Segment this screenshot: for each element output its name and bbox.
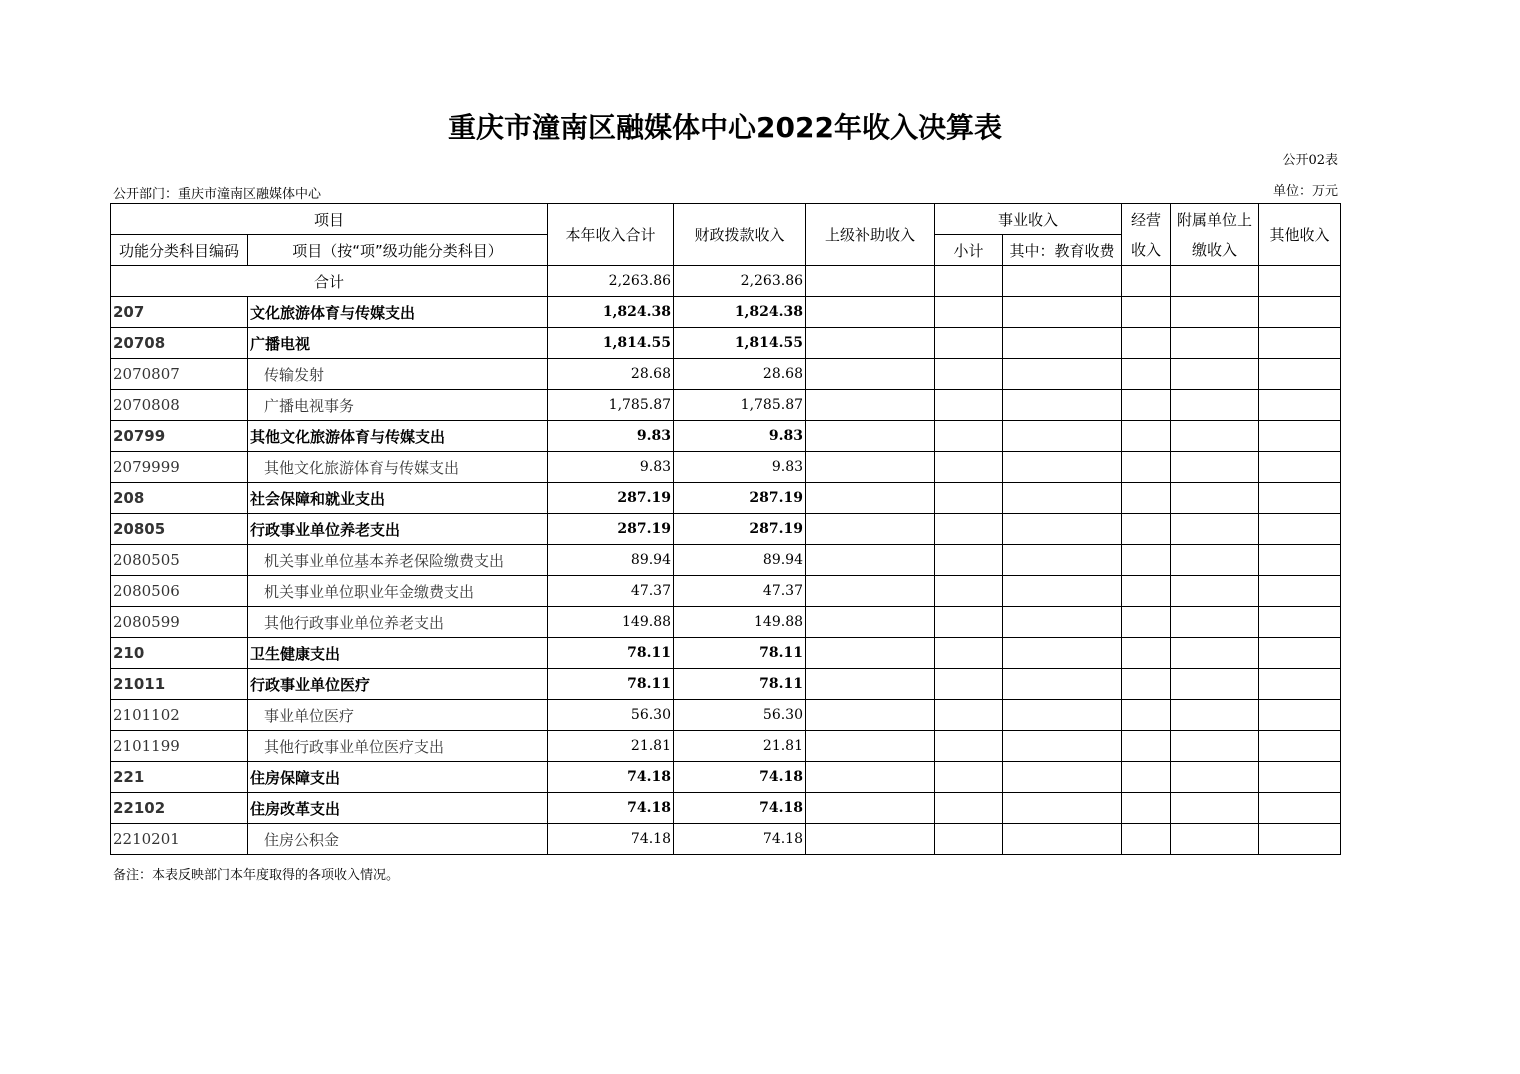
- row-total: 21.81: [548, 731, 674, 762]
- empty-cell: [806, 607, 935, 638]
- header-affiliate: [1171, 204, 1259, 266]
- empty-cell: [1122, 607, 1171, 638]
- row-code: 2080599: [111, 607, 248, 638]
- row-fiscal: 74.18: [674, 762, 806, 793]
- empty-cell: [935, 297, 1003, 328]
- empty-cell: [806, 514, 935, 545]
- row-fiscal: 21.81: [674, 731, 806, 762]
- row-fiscal: 28.68: [674, 359, 806, 390]
- header-business: 事业收入: [935, 204, 1122, 235]
- empty-cell: [1122, 824, 1171, 855]
- row-name: 住房公积金: [248, 824, 548, 855]
- empty-cell: [1003, 731, 1122, 762]
- table-row: [111, 328, 1341, 359]
- empty-cell: [1122, 576, 1171, 607]
- empty-cell: [935, 266, 1003, 297]
- row-name: 广播电视事务: [248, 390, 548, 421]
- row-name: 卫生健康支出: [248, 638, 548, 669]
- row-total: 149.88: [548, 607, 674, 638]
- page-title: 重庆市潼南区融媒体中心2022年收入决算表: [448, 111, 1002, 144]
- row-total: 78.11: [548, 638, 674, 669]
- row-fiscal: 287.19: [674, 514, 806, 545]
- empty-cell: [1259, 483, 1341, 514]
- empty-cell: [935, 483, 1003, 514]
- empty-cell: [1122, 514, 1171, 545]
- empty-cell: [1122, 359, 1171, 390]
- row-code: 20799: [111, 421, 248, 452]
- empty-cell: [1122, 483, 1171, 514]
- empty-cell: [1003, 266, 1122, 297]
- row-fiscal: 1,814.55: [674, 328, 806, 359]
- empty-cell: [935, 576, 1003, 607]
- empty-cell: [806, 731, 935, 762]
- row-total: 74.18: [548, 824, 674, 855]
- header-total: 本年收入合计: [548, 204, 674, 266]
- empty-cell: [1171, 576, 1259, 607]
- empty-cell: [1259, 421, 1341, 452]
- table-row: [111, 824, 1341, 855]
- total-amount: 2,263.86: [548, 266, 674, 297]
- header-item: 项目: [111, 204, 548, 235]
- row-total: 1,785.87: [548, 390, 674, 421]
- row-fiscal: 89.94: [674, 545, 806, 576]
- empty-cell: [1003, 483, 1122, 514]
- header-operating: [1122, 204, 1171, 266]
- empty-cell: [935, 638, 1003, 669]
- row-fiscal: 1,785.87: [674, 390, 806, 421]
- row-fiscal: 74.18: [674, 793, 806, 824]
- empty-cell: [935, 359, 1003, 390]
- table-row: [111, 669, 1341, 700]
- department-label: 公开部门：重庆市潼南区融媒体中心: [113, 187, 322, 202]
- row-total: 47.37: [548, 576, 674, 607]
- empty-cell: [1259, 607, 1341, 638]
- row-code: 21011: [111, 669, 248, 700]
- empty-cell: [1122, 452, 1171, 483]
- row-name: 住房保障支出: [248, 762, 548, 793]
- empty-cell: [1259, 390, 1341, 421]
- empty-cell: [1171, 452, 1259, 483]
- table-row: [111, 514, 1341, 545]
- header-name: 项目（按“项”级功能分类科目）: [248, 235, 548, 266]
- empty-cell: [1171, 669, 1259, 700]
- empty-cell: [1122, 638, 1171, 669]
- table-row: [111, 483, 1341, 514]
- empty-cell: [1171, 545, 1259, 576]
- row-name: 传输发射: [248, 359, 548, 390]
- empty-cell: [806, 359, 935, 390]
- empty-cell: [935, 731, 1003, 762]
- row-total: 287.19: [548, 483, 674, 514]
- empty-cell: [806, 700, 935, 731]
- empty-cell: [806, 452, 935, 483]
- empty-cell: [935, 824, 1003, 855]
- table-row: [111, 390, 1341, 421]
- empty-cell: [1259, 576, 1341, 607]
- row-name: 其他行政事业单位医疗支出: [248, 731, 548, 762]
- table-row: [111, 545, 1341, 576]
- empty-cell: [1259, 700, 1341, 731]
- empty-cell: [1171, 514, 1259, 545]
- row-name: 其他文化旅游体育与传媒支出: [248, 452, 548, 483]
- row-code: 2210201: [111, 824, 248, 855]
- header-other: 其他收入: [1259, 204, 1341, 266]
- row-name: 其他行政事业单位养老支出: [248, 607, 548, 638]
- empty-cell: [1259, 638, 1341, 669]
- empty-cell: [1003, 607, 1122, 638]
- row-fiscal: 9.83: [674, 452, 806, 483]
- row-code: 2101102: [111, 700, 248, 731]
- row-name: 机关事业单位基本养老保险缴费支出: [248, 545, 548, 576]
- row-code: 20708: [111, 328, 248, 359]
- empty-cell: [1259, 824, 1341, 855]
- row-code: 20805: [111, 514, 248, 545]
- empty-cell: [935, 607, 1003, 638]
- empty-cell: [1003, 793, 1122, 824]
- total-row: [111, 266, 1341, 297]
- row-code: 221: [111, 762, 248, 793]
- row-code: 210: [111, 638, 248, 669]
- empty-cell: [806, 545, 935, 576]
- row-fiscal: 47.37: [674, 576, 806, 607]
- row-fiscal: 74.18: [674, 824, 806, 855]
- header-operating-line1: 经营: [1131, 210, 1162, 229]
- empty-cell: [1003, 669, 1122, 700]
- empty-cell: [1122, 793, 1171, 824]
- empty-cell: [806, 328, 935, 359]
- empty-cell: [1171, 793, 1259, 824]
- row-total: 78.11: [548, 669, 674, 700]
- empty-cell: [1003, 328, 1122, 359]
- row-name: 行政事业单位医疗: [248, 669, 548, 700]
- empty-cell: [1122, 762, 1171, 793]
- empty-cell: [1171, 607, 1259, 638]
- empty-cell: [1003, 359, 1122, 390]
- empty-cell: [935, 545, 1003, 576]
- row-name: 机关事业单位职业年金缴费支出: [248, 576, 548, 607]
- empty-cell: [1003, 545, 1122, 576]
- empty-cell: [935, 762, 1003, 793]
- row-fiscal: 149.88: [674, 607, 806, 638]
- empty-cell: [1003, 638, 1122, 669]
- row-code: 2079999: [111, 452, 248, 483]
- table-row: [111, 421, 1341, 452]
- row-code: 22102: [111, 793, 248, 824]
- empty-cell: [1003, 514, 1122, 545]
- empty-cell: [1171, 638, 1259, 669]
- empty-cell: [1003, 700, 1122, 731]
- income-table: [110, 203, 1341, 855]
- empty-cell: [806, 669, 935, 700]
- row-total: 28.68: [548, 359, 674, 390]
- empty-cell: [1122, 669, 1171, 700]
- empty-cell: [1171, 359, 1259, 390]
- empty-cell: [1259, 359, 1341, 390]
- empty-cell: [1003, 762, 1122, 793]
- row-fiscal: 1,824.38: [674, 297, 806, 328]
- empty-cell: [1259, 328, 1341, 359]
- empty-cell: [1171, 421, 1259, 452]
- empty-cell: [935, 793, 1003, 824]
- empty-cell: [806, 576, 935, 607]
- row-total: 89.94: [548, 545, 674, 576]
- empty-cell: [1122, 421, 1171, 452]
- empty-cell: [935, 421, 1003, 452]
- empty-cell: [1259, 762, 1341, 793]
- header-operating-line2: 收入: [1131, 240, 1162, 259]
- empty-cell: [1171, 824, 1259, 855]
- empty-cell: [806, 762, 935, 793]
- empty-cell: [1171, 700, 1259, 731]
- empty-cell: [935, 514, 1003, 545]
- row-code: 2070807: [111, 359, 248, 390]
- empty-cell: [1122, 328, 1171, 359]
- empty-cell: [1171, 328, 1259, 359]
- row-code: 2080506: [111, 576, 248, 607]
- row-name: 社会保障和就业支出: [248, 483, 548, 514]
- empty-cell: [935, 669, 1003, 700]
- table-row: [111, 607, 1341, 638]
- table-row: [111, 576, 1341, 607]
- table-row: [111, 793, 1341, 824]
- empty-cell: [806, 638, 935, 669]
- empty-cell: [1259, 793, 1341, 824]
- row-fiscal: 78.11: [674, 669, 806, 700]
- empty-cell: [1003, 452, 1122, 483]
- empty-cell: [1122, 266, 1171, 297]
- row-name: 行政事业单位养老支出: [248, 514, 548, 545]
- header-affiliate-line1: 附属单位上: [1177, 210, 1253, 229]
- table-row: [111, 700, 1341, 731]
- empty-cell: [1259, 669, 1341, 700]
- row-total: 74.18: [548, 762, 674, 793]
- row-total: 287.19: [548, 514, 674, 545]
- header-code: 功能分类科目编码: [111, 235, 248, 266]
- empty-cell: [1171, 731, 1259, 762]
- row-name: 其他文化旅游体育与传媒支出: [248, 421, 548, 452]
- footnote: 备注：本表反映部门本年度取得的各项收入情况。: [113, 868, 400, 883]
- row-total: 9.83: [548, 452, 674, 483]
- empty-cell: [1171, 762, 1259, 793]
- empty-cell: [1003, 576, 1122, 607]
- empty-cell: [1171, 483, 1259, 514]
- row-fiscal: 287.19: [674, 483, 806, 514]
- unit-label: 单位：万元: [1272, 184, 1338, 199]
- empty-cell: [806, 390, 935, 421]
- empty-cell: [1259, 514, 1341, 545]
- row-code: 2080505: [111, 545, 248, 576]
- table-row: [111, 452, 1341, 483]
- row-total: 9.83: [548, 421, 674, 452]
- table-row: [111, 731, 1341, 762]
- empty-cell: [1259, 731, 1341, 762]
- empty-cell: [1003, 297, 1122, 328]
- row-code: 207: [111, 297, 248, 328]
- empty-cell: [1122, 700, 1171, 731]
- row-name: 住房改革支出: [248, 793, 548, 824]
- table-row: [111, 638, 1341, 669]
- row-total: 74.18: [548, 793, 674, 824]
- empty-cell: [1122, 731, 1171, 762]
- empty-cell: [806, 483, 935, 514]
- table-row: [111, 762, 1341, 793]
- row-code: 208: [111, 483, 248, 514]
- table-row: [111, 297, 1341, 328]
- empty-cell: [935, 390, 1003, 421]
- row-fiscal: 56.30: [674, 700, 806, 731]
- empty-cell: [1259, 266, 1341, 297]
- total-label: 合计: [111, 266, 548, 297]
- table-row: [111, 359, 1341, 390]
- header-edu: 其中：教育收费: [1003, 235, 1122, 266]
- row-name: 广播电视: [248, 328, 548, 359]
- empty-cell: [1122, 545, 1171, 576]
- empty-cell: [1003, 824, 1122, 855]
- empty-cell: [1171, 266, 1259, 297]
- row-name: 事业单位医疗: [248, 700, 548, 731]
- empty-cell: [1122, 297, 1171, 328]
- empty-cell: [1171, 297, 1259, 328]
- header-superior: 上级补助收入: [806, 204, 935, 266]
- row-name: 文化旅游体育与传媒支出: [248, 297, 548, 328]
- empty-cell: [1003, 390, 1122, 421]
- empty-cell: [935, 700, 1003, 731]
- row-total: 56.30: [548, 700, 674, 731]
- empty-cell: [1122, 390, 1171, 421]
- empty-cell: [935, 452, 1003, 483]
- header-subtotal: 小计: [935, 235, 1003, 266]
- empty-cell: [1003, 421, 1122, 452]
- empty-cell: [806, 824, 935, 855]
- row-total: 1,814.55: [548, 328, 674, 359]
- header-fiscal: 财政拨款收入: [674, 204, 806, 266]
- empty-cell: [1259, 545, 1341, 576]
- row-code: 2101199: [111, 731, 248, 762]
- empty-cell: [1259, 297, 1341, 328]
- header-affiliate-line2: 缴收入: [1192, 240, 1238, 259]
- empty-cell: [1171, 390, 1259, 421]
- row-total: 1,824.38: [548, 297, 674, 328]
- total-fiscal: 2,263.86: [674, 266, 806, 297]
- row-fiscal: 9.83: [674, 421, 806, 452]
- empty-cell: [806, 297, 935, 328]
- form-number: 公开02表: [1282, 153, 1338, 168]
- empty-cell: [1259, 452, 1341, 483]
- empty-cell: [806, 793, 935, 824]
- row-code: 2070808: [111, 390, 248, 421]
- empty-cell: [806, 266, 935, 297]
- row-fiscal: 78.11: [674, 638, 806, 669]
- empty-cell: [935, 328, 1003, 359]
- empty-cell: [806, 421, 935, 452]
